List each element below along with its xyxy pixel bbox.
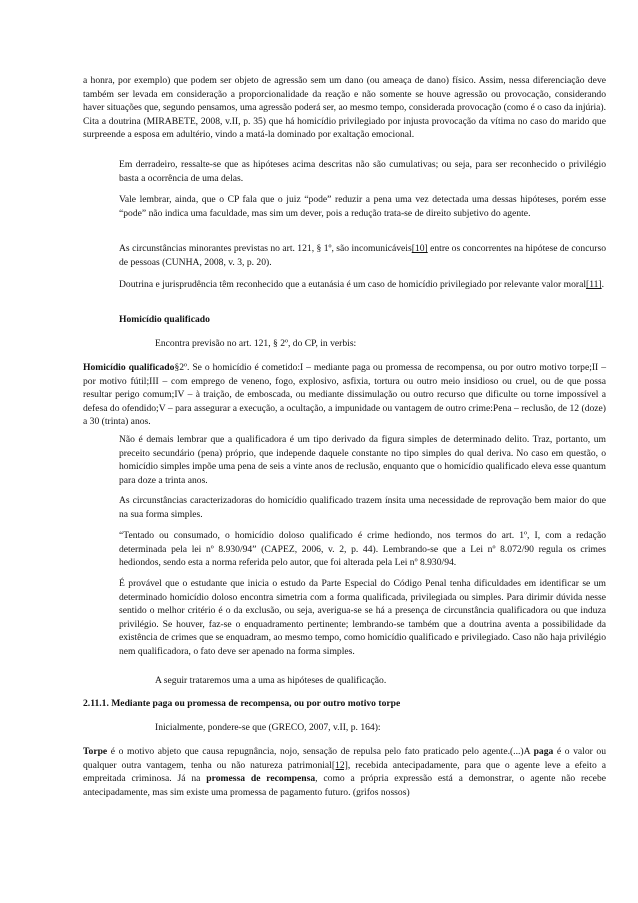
legal-quote-art121 — [83, 361, 606, 429]
paragraph-inicialmente: Inicialmente, pondere-se que (GRECO, 2007, v.II, p. 164): — [155, 722, 381, 733]
footnote-link-11[interactable]: [11] — [586, 279, 602, 290]
paragraph-hediondo: “Tentado ou consumado, o homicídio doloso qualificado é crime hediondo, nos termos do art. 1º, I, com a redação determinada pela lei nº 8.930/94” (CAPEZ, 2006, v. 2, p. 44). Lembrando-se que a Lei nº 8.072/90 regula os crimes hediondos, sendo esta a norma referida pelo autor, que foi alterada pela Lei nº 8.930/94. — [119, 530, 606, 569]
paragraph-pode-dever: Vale lembrar, ainda, que o CP fala que o juiz “pode” reduzir a pena uma vez detectada uma dessas hipóteses, porém esse “pode” não indica uma faculdade, mas sim um dever, pois a redução trata-se de direito subjetivo do agente. — [119, 194, 606, 219]
paragraph-text: As circunstâncias minorantes previstas no art. 121, § 1º, são incomunicáveis — [119, 243, 412, 254]
footnote-link-12[interactable]: [12] — [331, 759, 348, 771]
term-torpe: Torpe — [83, 746, 108, 757]
paragraph-incomunicaveis — [119, 242, 606, 269]
paragraph-text: . — [601, 279, 605, 290]
paragraph-nao-cumulativas: Em derradeiro, ressalte-se que as hipóteses acima descritas não são cumulativas; ou seja, para ser reconhecido o privilégio basta a ocorrência de uma delas. — [119, 159, 606, 184]
legal-quote-title: Homicídio qualificado — [83, 362, 175, 373]
paragraph-in-verbis: Encontra previsão no art. 121, § 2º, do CP, in verbis: — [155, 338, 357, 349]
legal-quote-text: §2º. Se o homicídio é cometido:I – mediante paga ou promessa de recompensa, ou por outro motivo torpe;II – por motivo fútil;III – com emprego de veneno, fogo, explosivo, asfixia, tortura ou outro meio insidioso ou cruel, ou de que possa resultar perigo comum;IV – à traição, de emboscada, ou mediante dissimulação ou outro recurso que dificulte ou torne impossível a defesa do ofendido;V – para assegurar a execução, a ocultação, a impunidade ou vantagem de outro crime:Pena – reclusão, de 12 (doze) a 30 (trinta) anos. — [83, 362, 606, 428]
term-paga: paga — [533, 746, 554, 757]
quote-text: , recebida antecipadamente, para que o agente leve a efeito a empreitada criminosa. Já na — [83, 759, 606, 785]
paragraph-text: Doutrina e jurisprudência têm reconhecido que a eutanásia é um caso de homicídio privilegiado por relevante valor moral — [119, 279, 586, 290]
quote-greco — [83, 745, 606, 799]
term-promessa-de-recompensa: promessa de recompensa — [206, 773, 316, 785]
paragraph-estudante: É provável que o estudante que inicia o estudo da Parte Especial do Código Penal tenha dificuldades em identificar se um determinado homicídio doloso encontra simetria com a forma qualificada, privilegiada ou simples. Para dirimir dúvida nesse sentido o melhor critério é o da exclusão, ou seja, averigua-se se há a presença de circunstância qualificadora ou que induza privilégio. Se houver, faz-se o enquadramento pertinente; lembrando-se também que a doutrina aventa a possibilidade da existência de crimes que se enquadram, ao mesmo tempo, como homicídio qualificado e privilegiado. Caso não haja privilégio nem qualificadora, o fato deve ser apenado na forma simples. — [119, 578, 606, 657]
paragraph-a-seguir: A seguir trataremos uma a uma as hipóteses de qualificação. — [155, 675, 387, 686]
paragraph-text: entre os concorrentes na hipótese de concurso de pessoas (CUNHA, 2008, v. 3, p. 20). — [119, 243, 606, 268]
paragraph-qualificadora: Não é demais lembrar que a qualificadora é um tipo derivado da figura simples de determinado delito. Traz, portanto, um preceito secundário (pena) próprio, que independe daquele constante no tipo simples do qual deriva. No caso em questão, o homicídio simples impõe uma pena de seis a vinte anos de reclusão, enquanto que o homicídio qualificado eleva esse quantum para doze a trinta anos. — [119, 434, 606, 486]
paragraph-provocacao: a honra, por exemplo) que podem ser objeto de agressão sem um dano (ou ameaça de dano) físico. Assim, nessa diferenciação deve também ser levada em consideração a proporcionalidade da reação e não somente se houve agressão ou provocação, considerando haver situações que, segundo pensamos, uma agressão poderá ser, ao mesmo tempo, considerada provocação (como é o caso da injúria). Cita a doutrina (MIRABETE, 2008, v.II, p. 35) que há homicídio privilegiado por injusta provocação da vítima no caso do marido que surpreende a esposa em adultério, vindo a matá-la dominado por exaltação emocional. — [83, 75, 606, 141]
section-heading-2-11-1: 2.11.1. Mediante paga ou promessa de recompensa, ou por outro motivo torpe — [83, 698, 401, 709]
heading-homicidio-qualificado: Homicídio qualificado — [119, 314, 210, 325]
quote-text: é o motivo abjeto que causa repugnância, nojo, sensação de repulsa pelo fato praticado pelo agente.(...)A — [107, 746, 534, 757]
footnote-link-10[interactable]: [10] — [411, 243, 428, 254]
paragraph-eutanasia — [119, 278, 606, 292]
quote-text: é o valor ou qualquer outra vantagem, tenha ou não natureza patrimonial — [83, 746, 606, 771]
quote-text: , como a própria expressão está a demonstrar, o agente não recebe antecipadamente, mas sim existe uma promessa de pagamento futuro. (grifos nossos) — [83, 773, 606, 798]
paragraph-reprovacao: As circunstâncias caracterizadoras do homicídio qualificado trazem ínsita uma necessidade de reprovação bem maior do que na sua forma simples. — [119, 495, 606, 520]
